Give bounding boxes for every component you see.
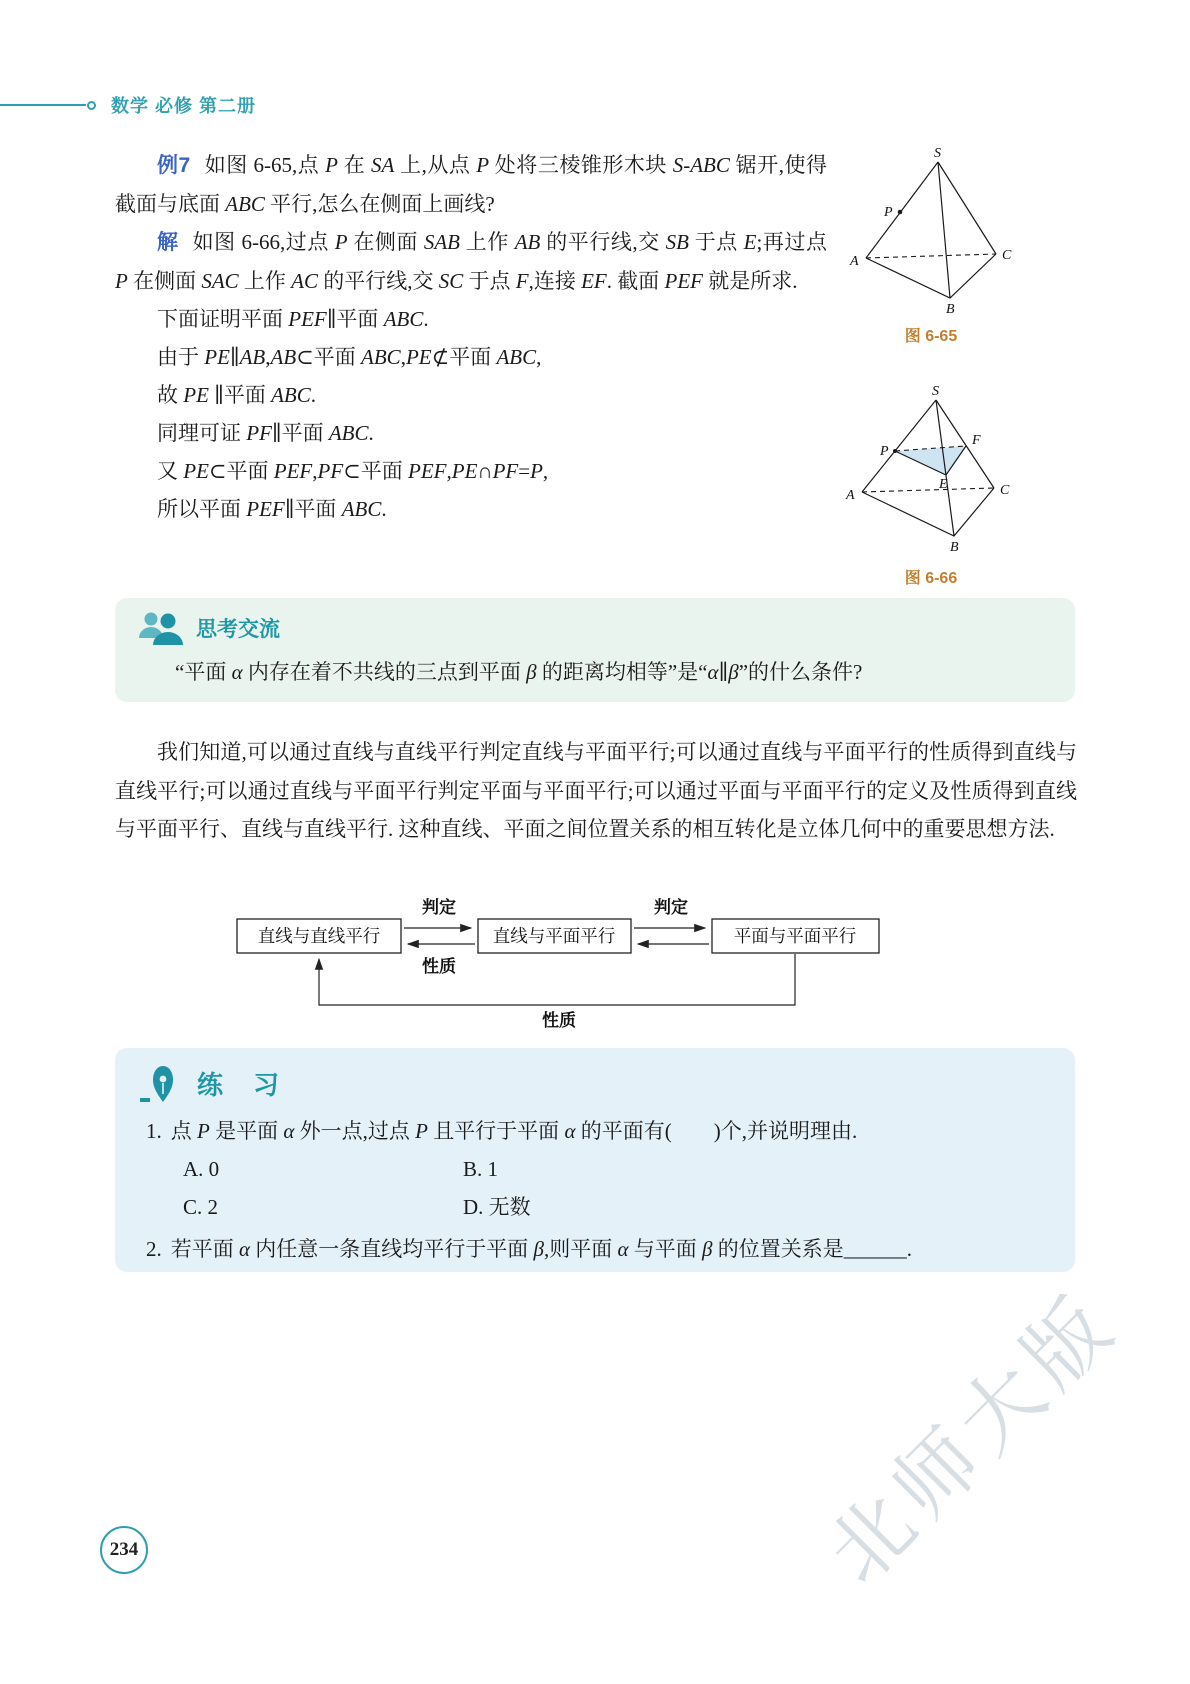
vertex-label-p: P — [884, 205, 893, 220]
practice-question-1 — [139, 1112, 1051, 1150]
flow-label-property-bottom: 性质 — [542, 1011, 576, 1030]
flow-box-1-label: 直线与直线平行 — [257, 926, 381, 946]
vertex-label-f: F — [972, 433, 981, 448]
option-a: A. 0 — [183, 1157, 220, 1181]
vertex-label-c: C — [1000, 483, 1010, 498]
think-exchange-box — [115, 598, 1075, 702]
vertex-label-b: B — [946, 302, 955, 314]
vertex-label-b: B — [950, 540, 959, 555]
example-label: 例7 — [157, 154, 191, 177]
think-question: “平面 α 内存在着不共线的三点到平面 β 的距离均相等”是“α∥β”的什么条件? — [175, 660, 863, 684]
example-solution — [115, 223, 827, 300]
vertex-label-s: S — [932, 386, 939, 399]
flow-box-2-label: 直线与平面平行 — [492, 926, 616, 946]
solution-label: 解 — [157, 231, 179, 254]
flow-box-3-label: 平面与平面平行 — [733, 926, 857, 946]
practice-header — [139, 1058, 1051, 1108]
proof-line: 又 PE⊂平面 PEF,PF⊂平面 PEF,PE∩PF=P, — [157, 459, 549, 483]
proof-line: 故 PE ∥平面 ABC. — [157, 383, 317, 407]
proof-line: 由于 PE∥AB,AB⊂平面 ABC,PE⊄平面 ABC, — [157, 345, 542, 369]
question-number: 2. — [146, 1237, 162, 1261]
figure-caption: 图 6-66 — [904, 570, 958, 587]
people-icon — [137, 609, 185, 647]
solution-text: 如图 6-66,过点 P 在侧面 SAB 上作 AB 的平行线,交 SB 于点 E;再过点 P 在侧面 SAC 上作 AC 的平行线,交 SC 于点 F,连接 EF. 截面 PEF 就是所求. — [115, 230, 828, 293]
page-header — [0, 92, 256, 118]
tetrahedron-sabc-diagram — [842, 146, 1020, 314]
header-dot-icon — [87, 101, 96, 110]
pen-nib-icon — [139, 1060, 185, 1106]
summary-paragraph: 我们知道,可以通过直线与直线平行判定直线与平面平行;可以通过直线与平面平行的性质得到直线与直线平行;可以通过直线与平面平行判定平面与平面平行;可以通过平面与平面平行的定义及性质得到直线与平面平行、直线与直线平行. 这种直线、平面之间位置关系的相互转化是立体几何中的重要思想方法. — [115, 740, 1077, 841]
proof-line: 下面证明平面 PEF∥平面 ABC. — [157, 307, 429, 331]
book-title: 数学 必修 第二册 — [111, 96, 257, 116]
practice-title: 练 习 — [197, 1069, 282, 1100]
think-exchange-header — [137, 609, 1053, 647]
question-text: 点 P 是平面 α 外一点,过点 P 且平行于平面 α 的平面有( )个,并说明理由. — [170, 1119, 858, 1143]
header-rule — [0, 104, 86, 106]
question-number: 1. — [146, 1119, 162, 1143]
page-number-badge: 234 — [100, 1526, 148, 1574]
tetrahedron-section-pef-diagram — [842, 386, 1020, 556]
option-d: D. 无数 — [463, 1195, 531, 1219]
vertex-label-e: E — [939, 477, 948, 492]
proof-block — [157, 300, 827, 528]
practice-section — [115, 1048, 1075, 1272]
example-problem — [115, 146, 827, 223]
flow-label-property-1: 性质 — [422, 957, 456, 976]
think-exchange-title: 思考交流 — [196, 618, 280, 641]
vertex-label-a: A — [850, 254, 859, 269]
vertex-label-s: S — [934, 146, 941, 161]
parallel-relations-flow-diagram — [115, 897, 1077, 1037]
question-1-options — [183, 1150, 1051, 1226]
option-b: B. 1 — [463, 1157, 499, 1181]
vertex-label-c: C — [1002, 248, 1012, 263]
proof-line: 所以平面 PEF∥平面 ABC. — [157, 497, 387, 521]
figure-caption: 图 6-65 — [904, 328, 958, 345]
vertex-label-p: P — [880, 444, 889, 459]
example-7-section — [115, 146, 827, 528]
point-p-dot — [898, 210, 903, 215]
flow-label-judge-2: 判定 — [654, 898, 688, 917]
publisher-watermark: 北师大版 — [810, 1276, 1136, 1601]
figure-6-65 — [842, 146, 1020, 346]
practice-question-2 — [139, 1230, 1051, 1268]
option-c: C. 2 — [183, 1195, 219, 1219]
example-problem-text: 如图 6-65,点 P 在 SA 上,从点 P 处将三棱锥形木块 S-ABC 锯开,使得截面与底面 ABC 平行,怎么在侧面上画线? — [115, 153, 828, 216]
figure-6-66 — [842, 386, 1020, 588]
proof-line: 同理可证 PF∥平面 ABC. — [157, 421, 374, 445]
vertex-label-a: A — [846, 488, 855, 503]
flow-label-judge-1: 判定 — [422, 898, 456, 917]
point-p-dot — [893, 449, 897, 453]
question-text: 若平面 α 内任意一条直线均平行于平面 β,则平面 α 与平面 β 的位置关系是______. — [170, 1237, 912, 1261]
